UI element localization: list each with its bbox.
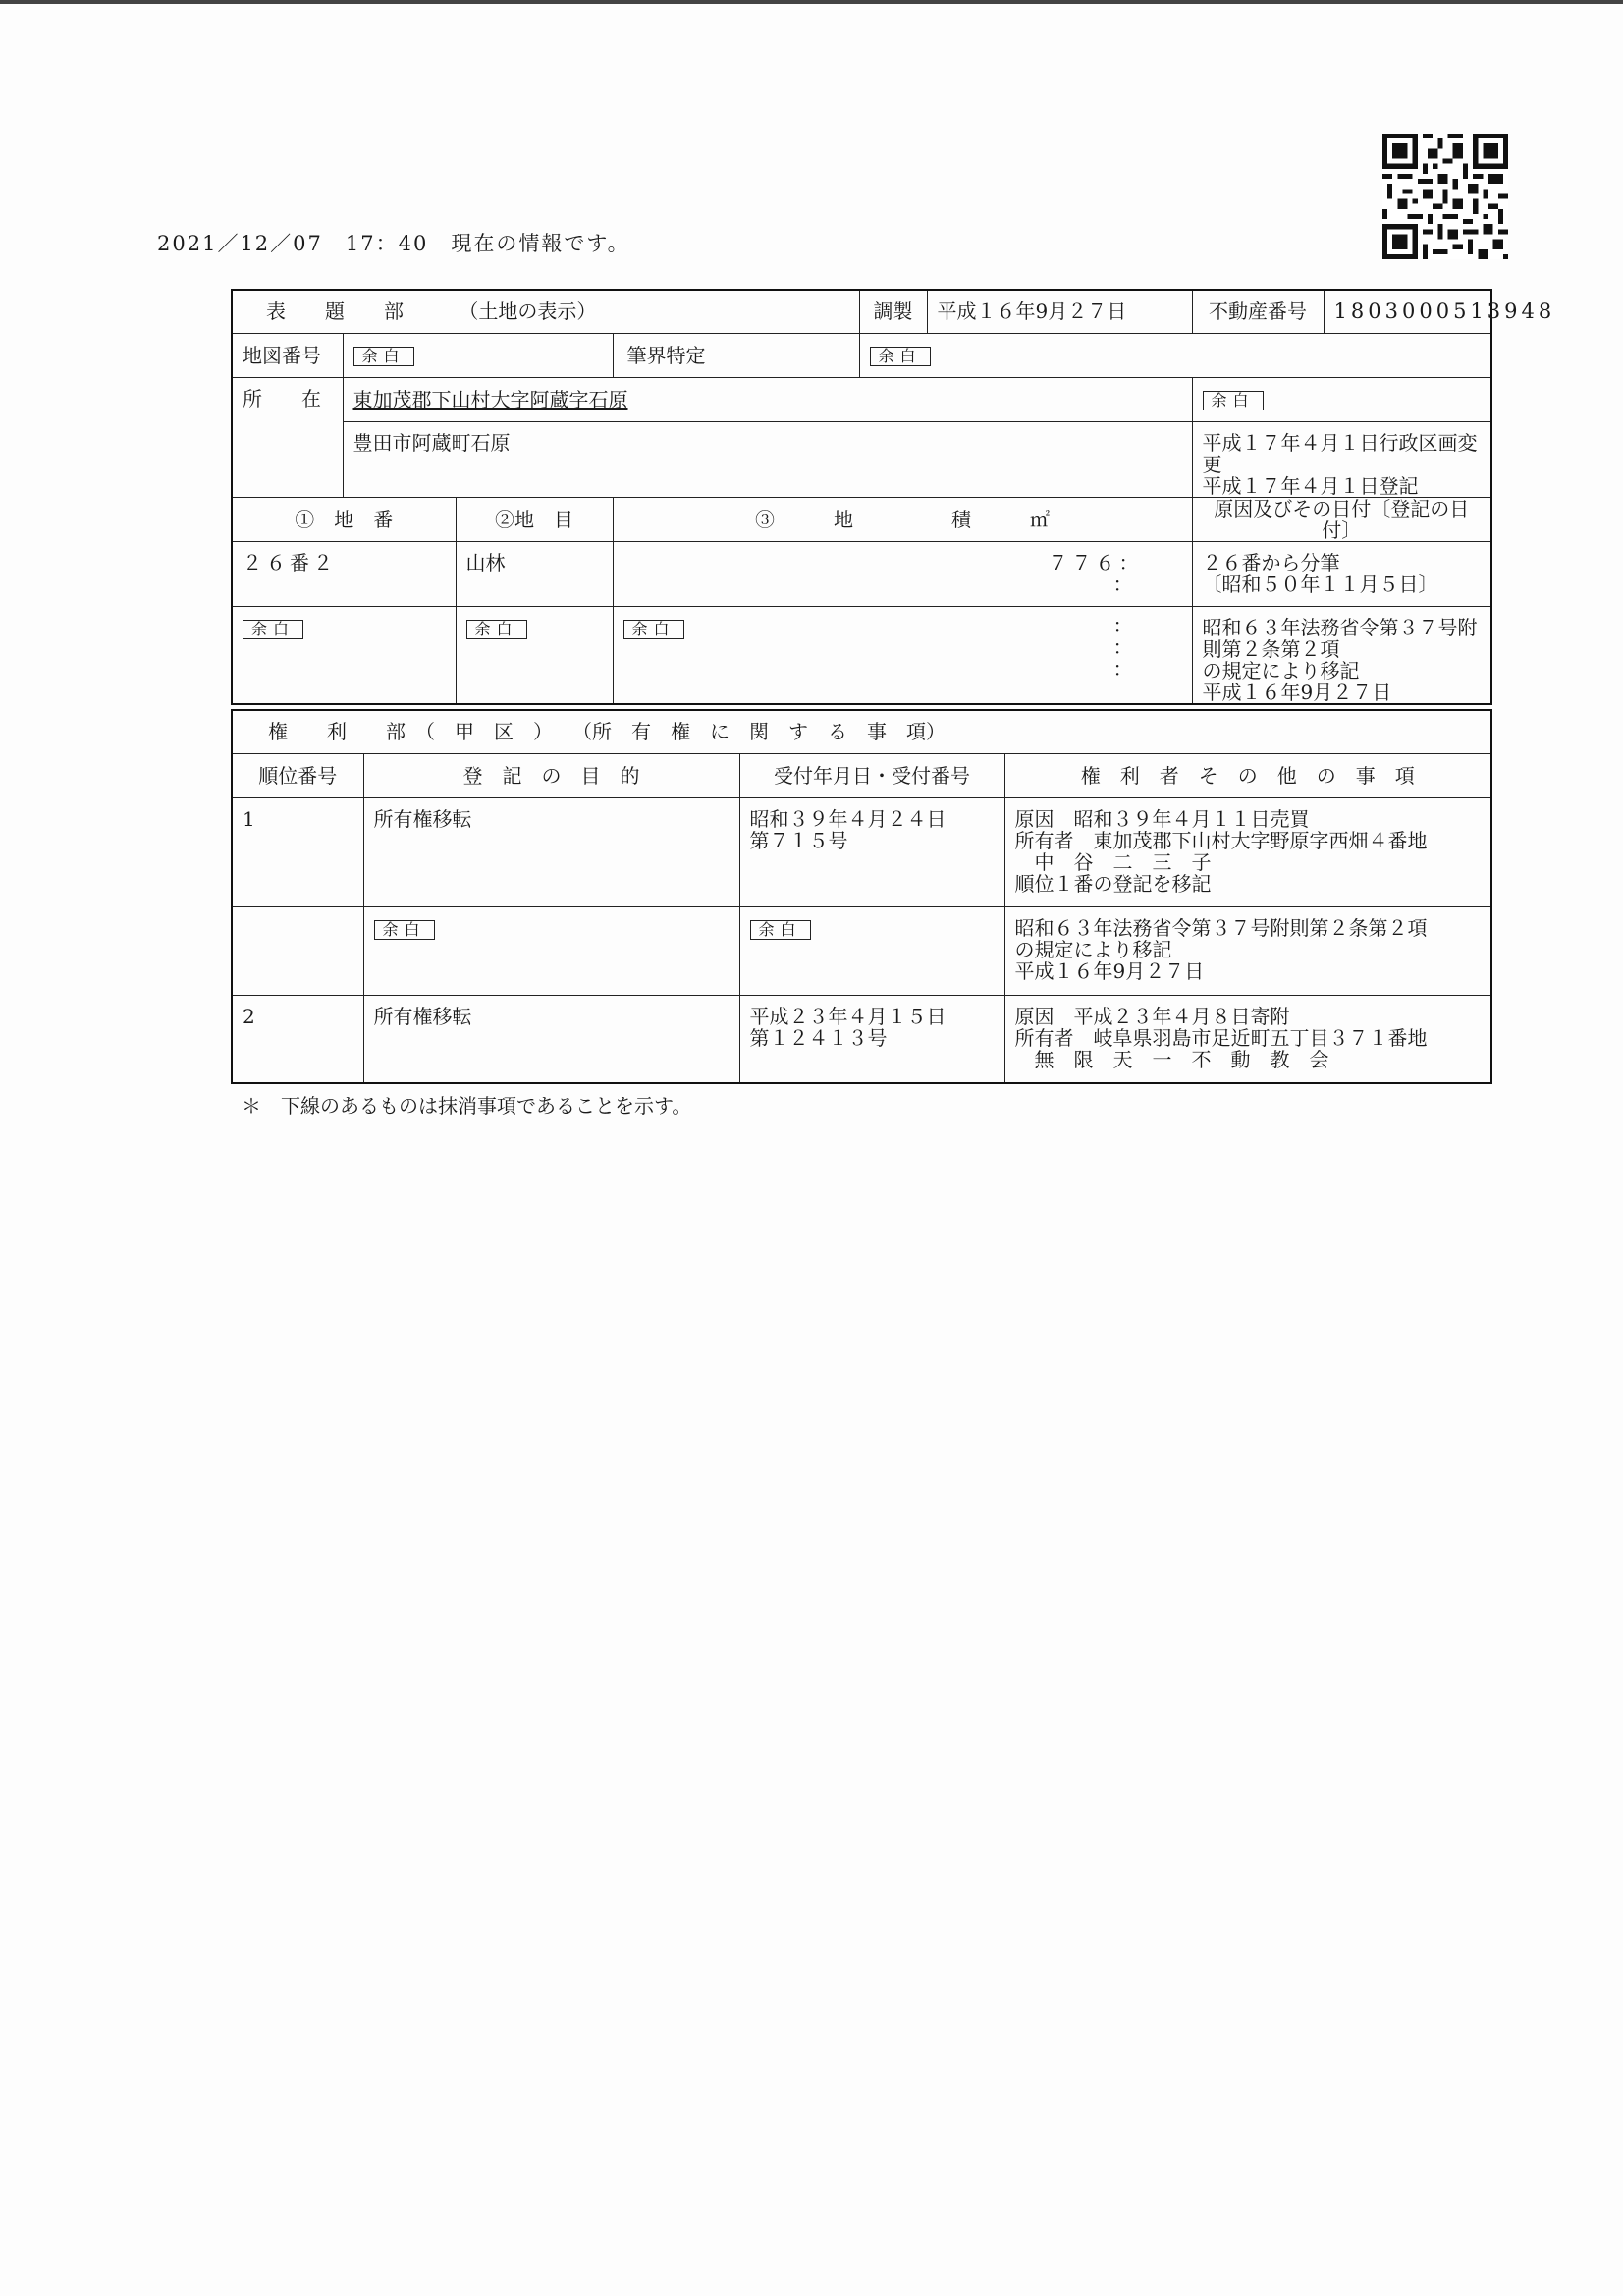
- shozai-old: [343, 377, 1192, 421]
- qr-code-icon: [1382, 134, 1508, 259]
- row1-chiban: ２６番２: [232, 541, 456, 606]
- col-chimoku: ②地 目: [456, 497, 613, 541]
- chizu-label: 地図番号: [232, 333, 343, 377]
- shozai-label: 所 在: [232, 377, 343, 497]
- hyodai-subtitle: （土地の表示）: [459, 300, 597, 324]
- hikkai-label: 筆界特定: [613, 333, 859, 377]
- fudosan-label: 不動産番号: [1192, 290, 1324, 333]
- col-jun: 順位番号: [232, 753, 363, 797]
- row3-jun: 2: [232, 995, 363, 1083]
- row1-uketsuke: 昭和３９年４月２４日 第７１５号: [739, 797, 1004, 906]
- yohaku-stamp: 余白: [1203, 391, 1264, 410]
- chizu-value: [343, 333, 613, 377]
- kenri-table: [231, 709, 1492, 1084]
- row3-uketsuke: 平成２３年４月１５日 第１２４１３号: [739, 995, 1004, 1083]
- yohaku-stamp: 余白: [374, 920, 435, 940]
- hikkai-value: [859, 333, 1491, 377]
- row1-chiseki: ７７６： ：: [613, 541, 1192, 606]
- row2-chiban: [232, 606, 456, 704]
- yohaku-stamp: 余白: [870, 347, 931, 366]
- footnote: ＊ 下線のあるものは抹消事項であることを示す。: [242, 1094, 692, 1118]
- row2-chimoku: [456, 606, 613, 704]
- row2-chiseki: 余白 ： ： ：: [613, 606, 1192, 704]
- yohaku-stamp: 余白: [353, 347, 414, 366]
- scan-edge: [0, 0, 1623, 4]
- yohaku-stamp: 余白: [466, 620, 527, 639]
- row2-jun: [232, 906, 363, 995]
- yohaku-stamp: 余白: [623, 620, 684, 639]
- chosei-date: 平成１６年9月２７日: [927, 290, 1192, 333]
- row1-mokuteki: 所有権移転: [363, 797, 739, 906]
- col-chiseki: ③ 地 積 ㎡: [613, 497, 1192, 541]
- yohaku-stamp: 余白: [750, 920, 811, 940]
- col-kenrisha: 権 利 者 そ の 他 の 事 項: [1004, 753, 1491, 797]
- shozai-new-cause: 平成１７年４月１日行政区画変更 平成１７年４月１日登記: [1192, 421, 1491, 497]
- row2-uketsuke: [739, 906, 1004, 995]
- col-chiban: ① 地 番: [232, 497, 456, 541]
- col-cause: 原因及びその日付〔登記の日付〕: [1192, 497, 1491, 541]
- kenri-title: 権 利 部 （ 甲 区 ） （所 有 権 に 関 す る 事 項）: [232, 710, 1491, 753]
- row1-cause: ２６番から分筆 〔昭和５０年１１月５日〕: [1192, 541, 1491, 606]
- row1-chimoku: 山林: [456, 541, 613, 606]
- row3-mokuteki: 所有権移転: [363, 995, 739, 1083]
- row2-cause: 昭和６３年法務省令第３７号附則第２条第２項 の規定により移記 平成１６年9月２７日: [1192, 606, 1491, 704]
- shozai-old-cause: [1192, 377, 1491, 421]
- shozai-new: 豊田市阿蔵町石原: [343, 421, 1192, 497]
- row1-chiseki-value: ７７６：: [1048, 550, 1143, 574]
- chosei-label: 調製: [859, 290, 927, 333]
- fudosan-number: 1803000513948: [1324, 290, 1491, 333]
- hyodai-header: [232, 290, 859, 333]
- col-mokuteki: 登 記 の 目 的: [363, 753, 739, 797]
- shozai-old-text: 東加茂郡下山村大字阿蔵字石原: [352, 387, 628, 411]
- col-uketsuke: 受付年月日・受付番号: [739, 753, 1004, 797]
- hyodai-title: 表 題 部: [266, 300, 404, 324]
- row2-mokuteki: [363, 906, 739, 995]
- row1-kenrisha: 原因 昭和３９年４月１１日売買 所有者 東加茂郡下山村大字野原字西畑４番地 中 谷 二 三 子 順位１番の登記を移記: [1004, 797, 1491, 906]
- row3-kenrisha: 原因 平成２３年４月８日寄附 所有者 岐阜県羽島市足近町五丁目３７１番地 無 限 天 一 不 動 教 会: [1004, 995, 1491, 1083]
- timestamp: 2021／12／07 17：40 現在の情報です。: [157, 232, 630, 255]
- row2-kenrisha: 昭和６３年法務省令第３７号附則第２条第２項 の規定により移記 平成１６年9月２７日: [1004, 906, 1491, 995]
- yohaku-stamp: 余白: [243, 620, 303, 639]
- hyodai-table: [231, 289, 1556, 705]
- row1-jun: 1: [232, 797, 363, 906]
